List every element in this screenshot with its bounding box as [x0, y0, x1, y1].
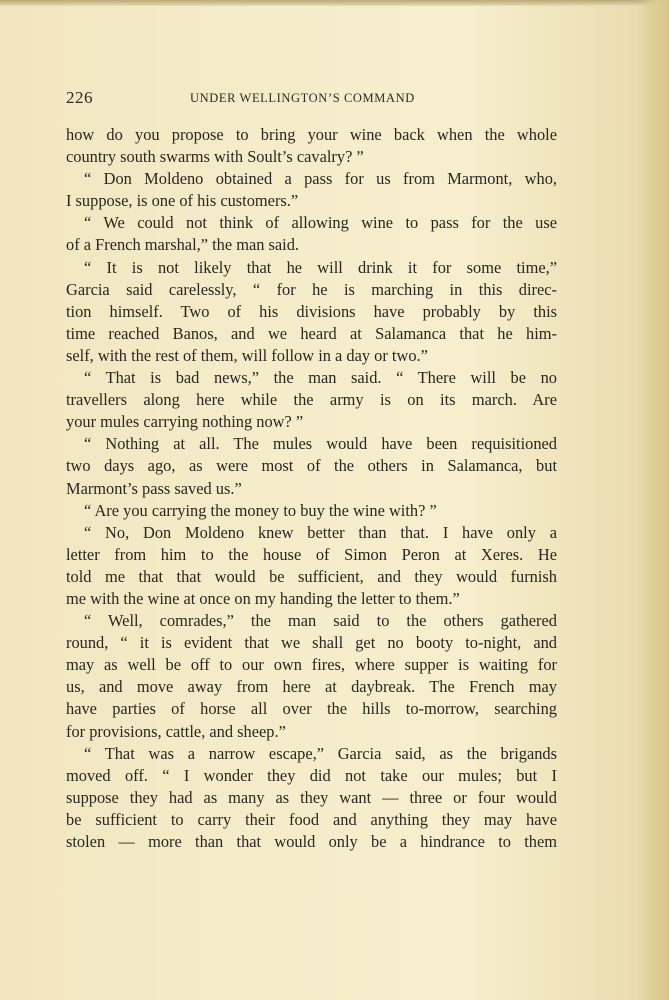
text-line: “ That is bad news,” the man said. “ There will be no	[84, 368, 557, 388]
text-line: how do you propose to bring your wine back when the whole	[66, 125, 557, 144]
text-line: two days ago, as were most of the others in Salamanca, but	[66, 456, 557, 476]
page-number: 226	[66, 88, 93, 107]
text-line: country south swarms with Soult’s cavalry? ”	[66, 147, 364, 167]
page-header	[66, 88, 556, 110]
text-line: moved off. “ I wonder they did not take our mules; but I	[66, 765, 557, 785]
running-head: UNDER WELLINGTON’S COMMAND	[190, 91, 415, 105]
text-line: “ No, Don Moldeno knew better than that. I have only a	[84, 522, 557, 542]
text-line: of a French marshal,” the man said.	[66, 235, 300, 255]
text-line: “ We could not think of allowing wine to pass for the use	[84, 213, 557, 233]
text-line: told me that that would be sufficient, and they would furnish	[66, 566, 557, 586]
text-line: may as well be off to our own fires, where supper is waiting for	[66, 655, 557, 675]
text-line: “ Don Moldeno obtained a pass for us from Marmont, who,	[84, 169, 557, 189]
text-line: Marmont’s pass saved us.”	[66, 478, 242, 498]
text-line: letter from him to the house of Simon Peron at Xeres. He	[66, 544, 557, 564]
text-line: tion himself. Two of his divisions have probably by this	[66, 301, 557, 321]
text-line: round, “ it is evident that we shall get no booty to-night, and	[66, 633, 557, 653]
text-line: me with the wine at once on my handing the letter to them.”	[66, 588, 460, 608]
text-line: your mules carrying nothing now? ”	[66, 412, 304, 432]
text-line: “ Are you carrying the money to buy the wine with? ”	[84, 500, 437, 520]
text-line: travellers along here while the army is on its march. Are	[66, 390, 557, 410]
text-line: “ That was a narrow escape,” Garcia said, as the brigands	[84, 743, 557, 763]
text-line: be sufficient to carry their food and anything they may have	[66, 809, 557, 829]
text-line: time reached Banos, and we heard at Salamanca that he him-	[66, 323, 557, 343]
text-line: us, and move away from here at daybreak. The French may	[66, 677, 557, 697]
text-line: stolen — more than that would only be a hindrance to them	[66, 832, 557, 851]
text-line: self, with the rest of them, will follow in a day or two.”	[66, 345, 428, 365]
text-line: Garcia said carelessly, “ for he is marching in this direc-	[66, 279, 557, 299]
page-right-edge	[635, 0, 669, 1000]
text-line: “ Well, comrades,” the man said to the others gathered	[84, 611, 557, 631]
text-line: “ Nothing at all. The mules would have been requisitioned	[84, 434, 557, 454]
text-line: for provisions, cattle, and sheep.”	[66, 721, 286, 741]
text-line: suppose they had as many as they want — three or four would	[66, 787, 557, 807]
page-top-edge	[0, 0, 669, 6]
text-line: I suppose, is one of his customers.”	[66, 191, 299, 211]
text-line: “ It is not likely that he will drink it for some time,”	[84, 257, 557, 277]
body-text	[66, 124, 557, 853]
text-line: have parties of horse all over the hills to-morrow, searching	[66, 699, 557, 719]
